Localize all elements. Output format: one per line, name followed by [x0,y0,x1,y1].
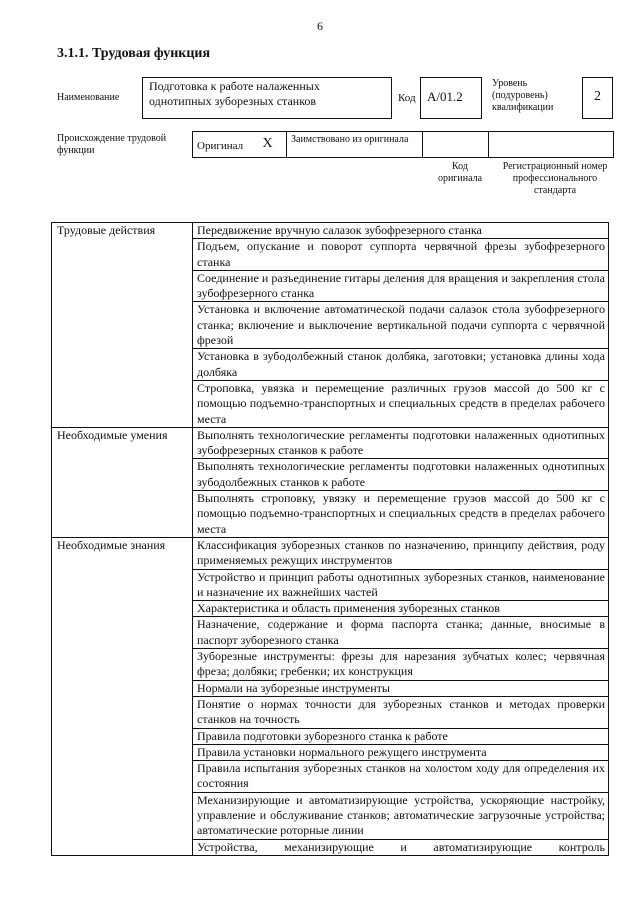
original-code-caption: Код оригинала [437,161,483,184]
list-item: Установка в зубодолбежный станок долбяка, заготовки; установка длины хода долбяка [193,349,609,381]
section-title-required-skills: Необходимые умения [52,427,193,537]
list-item: Устройства, механизирующие и автоматизирующие контроль [193,839,609,855]
original-label: Оригинал [197,139,244,152]
registration-number-cell [489,132,614,158]
list-item: Выполнять технологические регламенты подготовки налаженных однотипных зубофрезерных станков к работе [193,427,609,459]
section-title: 3.1.1. Трудовая функция [57,46,211,61]
table-row [52,427,609,459]
table-row [52,223,609,239]
table-row [52,537,609,569]
list-item: Строповка, увязка и перемещение различных грузов массой до 500 кг с помощью подъемно-транспортных и специальных средств в пределах рабочего места [193,380,609,427]
registration-number-caption: Регистрационный номер профессионального стандарта [502,161,608,196]
list-item: Классификация зуборезных станков по назначению, принципу действия, роду применяемых режущих инструментов [193,537,609,569]
level-label: Уровень (подуровень) квалификации [492,78,554,113]
list-item: Характеристика и область применения зуборезных станков [193,601,609,617]
function-details-table [51,222,609,856]
origin-label: Происхождение трудовой функции [57,133,167,156]
name-label: Наименование [57,92,120,103]
level-value: 2 [594,89,601,104]
section-title-required-knowledge: Необходимые знания [52,537,193,855]
original-mark: X [262,135,273,151]
function-name-box [142,77,392,119]
borrowed-label: Заимствовано из оригинала [287,132,423,158]
list-item: Понятие о нормах точности для зуборезных станков и методах проверки станков на точность [193,696,609,728]
list-item: Правила испытания зуборезных станков на холостом ходу для определения их состояния [193,761,609,793]
code-box [420,77,482,119]
list-item: Нормали на зуборезные инструменты [193,680,609,696]
section-title-labor-actions: Трудовые действия [52,223,193,428]
code-value: A/01.2 [427,89,463,104]
list-item: Правила подготовки зуборезного станка к работе [193,728,609,744]
list-item: Соединение и разъединение гитары деления для вращения и закрепления стола зубофрезерного станка [193,270,609,302]
list-item: Зуборезные инструменты: фрезы для нарезания зубчатых колес; червячная фреза; долбяки; гребенки; их конструкция [193,649,609,681]
level-box [582,77,613,119]
code-label: Код [398,92,416,104]
page-number: 6 [317,19,323,33]
list-item: Выполнять технологические регламенты подготовки налаженных однотипных зубодолбежных станков к работе [193,459,609,491]
origin-table [192,131,614,158]
list-item: Механизирующие и автоматизирующие устройства, ускоряющие настройку, управление и обслуживание станков; автоматические загрузочные устройства; автоматические роторные линии [193,792,609,839]
function-name-value: Подготовка к работе налаженных однотипных зуборезных станков [149,79,320,108]
original-code-cell [423,132,489,158]
list-item: Правила установки нормального режущего инструмента [193,744,609,760]
list-item: Выполнять строповку, увязку и перемещение грузов массой до 500 кг с помощью подъемно-транспортных и специальных средств в пределах рабочего места [193,491,609,538]
original-cell [193,132,287,158]
list-item: Установка и включение автоматической подачи салазок стола зубофрезерного станка; включение и выключение вертикальной подачи суппорта с червячной фрезой [193,302,609,349]
list-item: Передвижение вручную салазок зубофрезерного станка [193,223,609,239]
list-item: Подъем, опускание и поворот суппорта червячной фрезы зубофрезерного станка [193,239,609,271]
list-item: Устройство и принцип работы однотипных зуборезных станков, наименование и назначение их важнейших частей [193,569,609,601]
list-item: Назначение, содержание и форма паспорта станка; данные, вносимые в паспорт зуборезного станка [193,617,609,649]
